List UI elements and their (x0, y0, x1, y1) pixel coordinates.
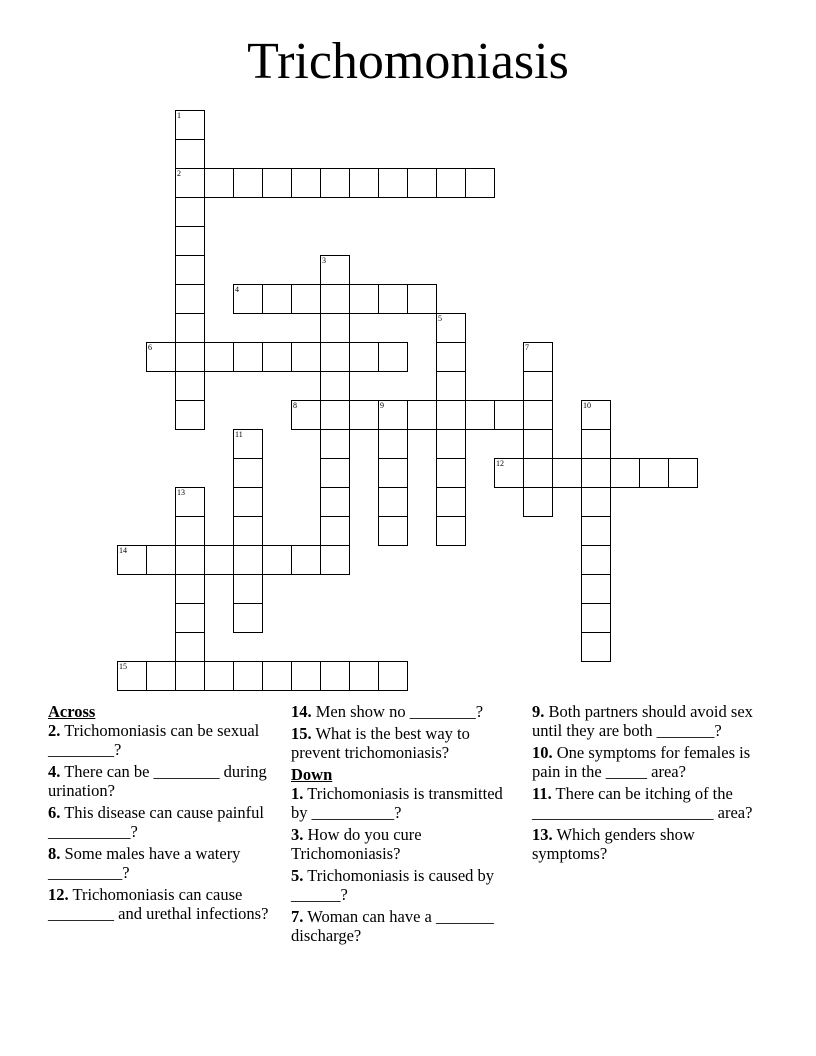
crossword-cell[interactable] (175, 197, 205, 227)
cell-number: 13 (177, 488, 185, 497)
clue-text: Trichomoniasis can be sexual ________? (48, 721, 260, 759)
clue-text: How do you cure Trichomoniasis? (291, 825, 422, 863)
crossword-cell[interactable] (320, 371, 350, 401)
crossword-cell[interactable] (175, 255, 205, 285)
cell-number: 5 (438, 314, 442, 323)
clue-text: Both partners should avoid sex until they are both _______? (532, 702, 753, 740)
crossword-cell[interactable] (320, 400, 350, 430)
crossword-cell[interactable] (320, 313, 350, 343)
clue-across-6 (48, 803, 270, 841)
clue-number: 7. (291, 907, 304, 926)
puzzle-title: Trichomoniasis (247, 33, 569, 90)
crossword-cell[interactable] (175, 139, 205, 169)
crossword-cell[interactable] (523, 429, 553, 459)
crossword-cell[interactable] (233, 661, 263, 691)
crossword-cell[interactable] (320, 458, 350, 488)
crossword-cell[interactable] (175, 603, 205, 633)
clue-text: There can be ________ during urination? (48, 762, 267, 800)
crossword-cell[interactable] (291, 400, 321, 430)
crossword-cell[interactable] (175, 661, 205, 691)
crossword-cell[interactable] (610, 458, 640, 488)
crossword-cell[interactable] (262, 284, 292, 314)
crossword-cell[interactable] (175, 342, 205, 372)
crossword-cell[interactable] (117, 661, 147, 691)
crossword-cell[interactable] (175, 226, 205, 256)
clue-number: 1. (291, 784, 304, 803)
crossword-cell[interactable] (175, 400, 205, 430)
crossword-cell[interactable] (378, 429, 408, 459)
crossword-cell[interactable] (349, 168, 379, 198)
crossword-cell[interactable] (494, 400, 524, 430)
crossword-cell[interactable] (233, 603, 263, 633)
clues-column-1 (48, 702, 270, 926)
crossword-cell[interactable] (407, 168, 437, 198)
cell-number: 2 (177, 169, 181, 178)
cell-number: 1 (177, 111, 181, 120)
crossword-cell[interactable] (262, 342, 292, 372)
crossword-cell[interactable] (320, 429, 350, 459)
crossword-cell[interactable] (204, 661, 234, 691)
crossword-cell[interactable] (320, 516, 350, 546)
clue-text: Woman can have a _______ discharge? (291, 907, 494, 945)
cell-number: 15 (119, 662, 127, 671)
clue-number: 5. (291, 866, 304, 885)
crossword-cell[interactable] (320, 255, 350, 285)
crossword-cell[interactable] (378, 516, 408, 546)
crossword-cell[interactable] (291, 661, 321, 691)
crossword-cell[interactable] (175, 487, 205, 517)
cell-number: 10 (583, 401, 591, 410)
crossword-cell[interactable] (523, 458, 553, 488)
crossword-cell[interactable] (204, 342, 234, 372)
clue-across-15 (291, 724, 515, 762)
crossword-cell[interactable] (436, 516, 466, 546)
crossword-cell[interactable] (233, 284, 263, 314)
crossword-cell[interactable] (378, 661, 408, 691)
clue-number: 15. (291, 724, 312, 743)
crossword-cell[interactable] (581, 487, 611, 517)
crossword-cell[interactable] (175, 574, 205, 604)
crossword-cell[interactable] (175, 284, 205, 314)
clue-across-2 (48, 721, 270, 759)
crossword-cell[interactable] (146, 661, 176, 691)
crossword-cell[interactable] (262, 661, 292, 691)
crossword-cell[interactable] (523, 342, 553, 372)
crossword-cell[interactable] (581, 632, 611, 662)
crossword-cell[interactable] (291, 284, 321, 314)
crossword-cell[interactable] (349, 342, 379, 372)
clue-number: 14. (291, 702, 312, 721)
clue-number: 4. (48, 762, 61, 781)
clue-number: 9. (532, 702, 545, 721)
crossword-cell[interactable] (436, 371, 466, 401)
crossword-cell[interactable] (291, 342, 321, 372)
crossword-cell[interactable] (320, 342, 350, 372)
clue-across-8 (48, 844, 270, 882)
crossword-cell[interactable] (581, 458, 611, 488)
clue-across-14 (291, 702, 515, 721)
crossword-cell[interactable] (465, 400, 495, 430)
across-heading: Across (48, 702, 96, 721)
clues-column-2 (291, 702, 515, 948)
clue-down-7 (291, 907, 515, 945)
crossword-cell[interactable] (233, 168, 263, 198)
crossword-cell[interactable] (407, 400, 437, 430)
crossword-cell[interactable] (436, 458, 466, 488)
crossword-cell[interactable] (523, 487, 553, 517)
crossword-cell[interactable] (378, 168, 408, 198)
crossword-cell[interactable] (378, 284, 408, 314)
crossword-cell[interactable] (436, 168, 466, 198)
crossword-cell[interactable] (146, 342, 176, 372)
clue-number: 6. (48, 803, 61, 822)
crossword-cell[interactable] (233, 458, 263, 488)
clue-text: One symptoms for females is pain in the _____ area? (532, 743, 751, 781)
clue-down-10 (532, 743, 762, 781)
crossword-cell[interactable] (175, 168, 205, 198)
crossword-cell[interactable] (233, 342, 263, 372)
crossword-cell[interactable] (320, 487, 350, 517)
crossword-cell[interactable] (581, 574, 611, 604)
crossword-cell[interactable] (581, 429, 611, 459)
crossword-cell[interactable] (523, 371, 553, 401)
crossword-cell[interactable] (175, 313, 205, 343)
clue-across-12 (48, 885, 270, 923)
crossword-cell[interactable] (581, 603, 611, 633)
clue-text: Men show no ________? (315, 702, 484, 721)
clue-text: There can be itching of the ______________________ area? (532, 784, 753, 822)
crossword-cell[interactable] (436, 342, 466, 372)
crossword-cell[interactable] (436, 487, 466, 517)
crossword-cell[interactable] (233, 574, 263, 604)
crossword-cell[interactable] (291, 545, 321, 575)
crossword-cell[interactable] (262, 545, 292, 575)
crossword-cell[interactable] (204, 168, 234, 198)
crossword-cell[interactable] (378, 487, 408, 517)
cell-number: 7 (525, 343, 529, 352)
crossword-cell[interactable] (233, 429, 263, 459)
clue-down-9 (532, 702, 762, 740)
crossword-cell[interactable] (320, 545, 350, 575)
crossword-cell[interactable] (175, 545, 205, 575)
crossword-cell[interactable] (117, 545, 147, 575)
cell-number: 12 (496, 459, 504, 468)
clue-text: What is the best way to prevent trichomoniasis? (291, 724, 470, 762)
clue-down-5 (291, 866, 515, 904)
crossword-cell[interactable] (146, 545, 176, 575)
clue-text: Trichomoniasis is caused by ______? (291, 866, 495, 904)
crossword-cell[interactable] (581, 545, 611, 575)
crossword-cell[interactable] (494, 458, 524, 488)
crossword-cell[interactable] (349, 400, 379, 430)
crossword-cell[interactable] (175, 110, 205, 140)
clue-across-4 (48, 762, 270, 800)
clue-number: 11. (532, 784, 552, 803)
crossword-cell[interactable] (581, 400, 611, 430)
clue-number: 12. (48, 885, 69, 904)
cell-number: 11 (235, 430, 243, 439)
crossword-cell[interactable] (436, 313, 466, 343)
clue-down-11 (532, 784, 762, 822)
cell-number: 14 (119, 546, 127, 555)
clue-text: Some males have a watery _________? (48, 844, 241, 882)
crossword-cell[interactable] (233, 516, 263, 546)
crossword-cell[interactable] (233, 487, 263, 517)
crossword-cell[interactable] (233, 545, 263, 575)
crossword-cell[interactable] (465, 168, 495, 198)
crossword-cell[interactable] (291, 168, 321, 198)
crossword-cell[interactable] (320, 168, 350, 198)
crossword-cell[interactable] (407, 284, 437, 314)
crossword-cell[interactable] (204, 545, 234, 575)
crossword-cell[interactable] (349, 661, 379, 691)
crossword-cell[interactable] (320, 284, 350, 314)
cell-number: 9 (380, 401, 384, 410)
cell-number: 4 (235, 285, 239, 294)
crossword-cell[interactable] (581, 516, 611, 546)
crossword-cell[interactable] (175, 516, 205, 546)
cell-number: 6 (148, 343, 152, 352)
crossword-cell[interactable] (175, 371, 205, 401)
crossword-cell[interactable] (378, 400, 408, 430)
down-heading: Down (291, 765, 333, 784)
crossword-cell[interactable] (552, 458, 582, 488)
clue-number: 2. (48, 721, 61, 740)
crossword-cell[interactable] (262, 168, 292, 198)
clue-down-1 (291, 784, 515, 822)
clue-text: Trichomoniasis can cause ________ and urethal infections? (48, 885, 269, 923)
crossword-cell[interactable] (349, 284, 379, 314)
clue-down-13 (532, 825, 762, 863)
crossword-cell[interactable] (436, 429, 466, 459)
clue-number: 3. (291, 825, 304, 844)
crossword-cell[interactable] (436, 400, 466, 430)
crossword-cell[interactable] (320, 661, 350, 691)
crossword-cell[interactable] (668, 458, 698, 488)
crossword-cell[interactable] (378, 458, 408, 488)
cell-number: 3 (322, 256, 326, 265)
clues-column-3 (532, 702, 762, 866)
crossword-cell[interactable] (175, 632, 205, 662)
clue-down-3 (291, 825, 515, 863)
cell-number: 8 (293, 401, 297, 410)
clue-number: 10. (532, 743, 553, 762)
crossword-cell[interactable] (523, 400, 553, 430)
crossword-cell[interactable] (378, 342, 408, 372)
clue-number: 8. (48, 844, 61, 863)
clue-number: 13. (532, 825, 553, 844)
clue-text: This disease can cause painful __________? (48, 803, 264, 841)
clue-text: Trichomoniasis is transmitted by __________? (291, 784, 503, 822)
clue-text: Which genders show symptoms? (532, 825, 695, 863)
crossword-cell[interactable] (639, 458, 669, 488)
